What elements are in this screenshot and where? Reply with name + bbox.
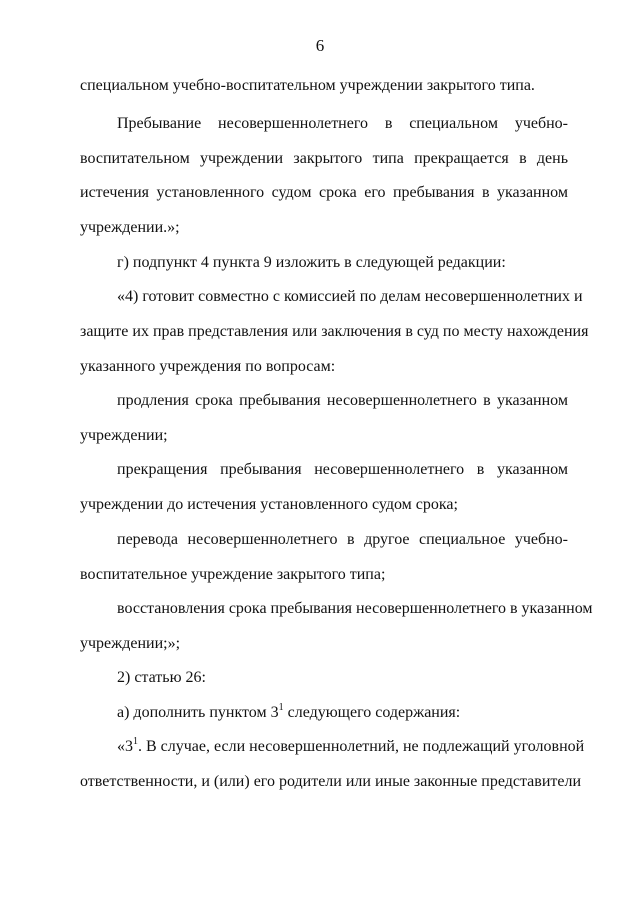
text-line: воспитательном учреждении закрытого типа прекращается в день xyxy=(80,150,568,167)
text-line: продления срока пребывания несовершеннолетнего в указанном xyxy=(117,392,568,409)
text-line: прекращения пребывания несовершеннолетнего в указанном xyxy=(117,461,568,478)
text-line: «4) готовит совместно с комиссией по делам несовершеннолетних и xyxy=(117,288,583,305)
text-line: учреждении; xyxy=(80,427,168,444)
text-line: указанного учреждения по вопросам: xyxy=(80,358,336,375)
text-line-with-superscript xyxy=(117,736,585,757)
text-line: защите их прав представления или заключения в суд по месту нахождения xyxy=(80,323,589,340)
text-line: учреждении до истечения установленного судом срока; xyxy=(80,496,458,513)
text-line: восстановления срока пребывания несовершеннолетнего в указанном xyxy=(117,600,593,617)
text-line: ответственности, и (или) его родители или иные законные представители xyxy=(80,773,582,790)
superscript: 1 xyxy=(278,702,284,713)
superscript: 1 xyxy=(133,736,138,747)
text-line: учреждении.»; xyxy=(80,219,180,236)
text-segment: а) дополнить пунктом 3 xyxy=(117,704,279,721)
text-segment: . В случае, если несовершеннолетний, не подлежащий уголовной xyxy=(138,738,585,755)
text-line: Пребывание несовершеннолетнего в специальном учебно- xyxy=(117,115,568,132)
text-line-with-superscript xyxy=(117,703,568,723)
text-segment: «3 xyxy=(117,738,133,755)
text-line: специальном учебно-воспитательном учреждении закрытого типа. xyxy=(80,77,535,94)
text-segment: следующего содержания: xyxy=(283,704,461,721)
text-line: 2) статью 26: xyxy=(117,669,206,686)
text-line: истечения установленного судом срока его пребывания в указанном xyxy=(80,184,568,201)
text-line: перевода несовершеннолетнего в другое специальное учебно- xyxy=(117,531,568,548)
page-number: 6 xyxy=(315,36,325,55)
text-line: учреждении;»; xyxy=(80,635,181,652)
text-line: воспитательное учреждение закрытого типа; xyxy=(80,566,386,583)
text-line: г) подпункт 4 пункта 9 изложить в следующей редакции: xyxy=(117,254,506,271)
